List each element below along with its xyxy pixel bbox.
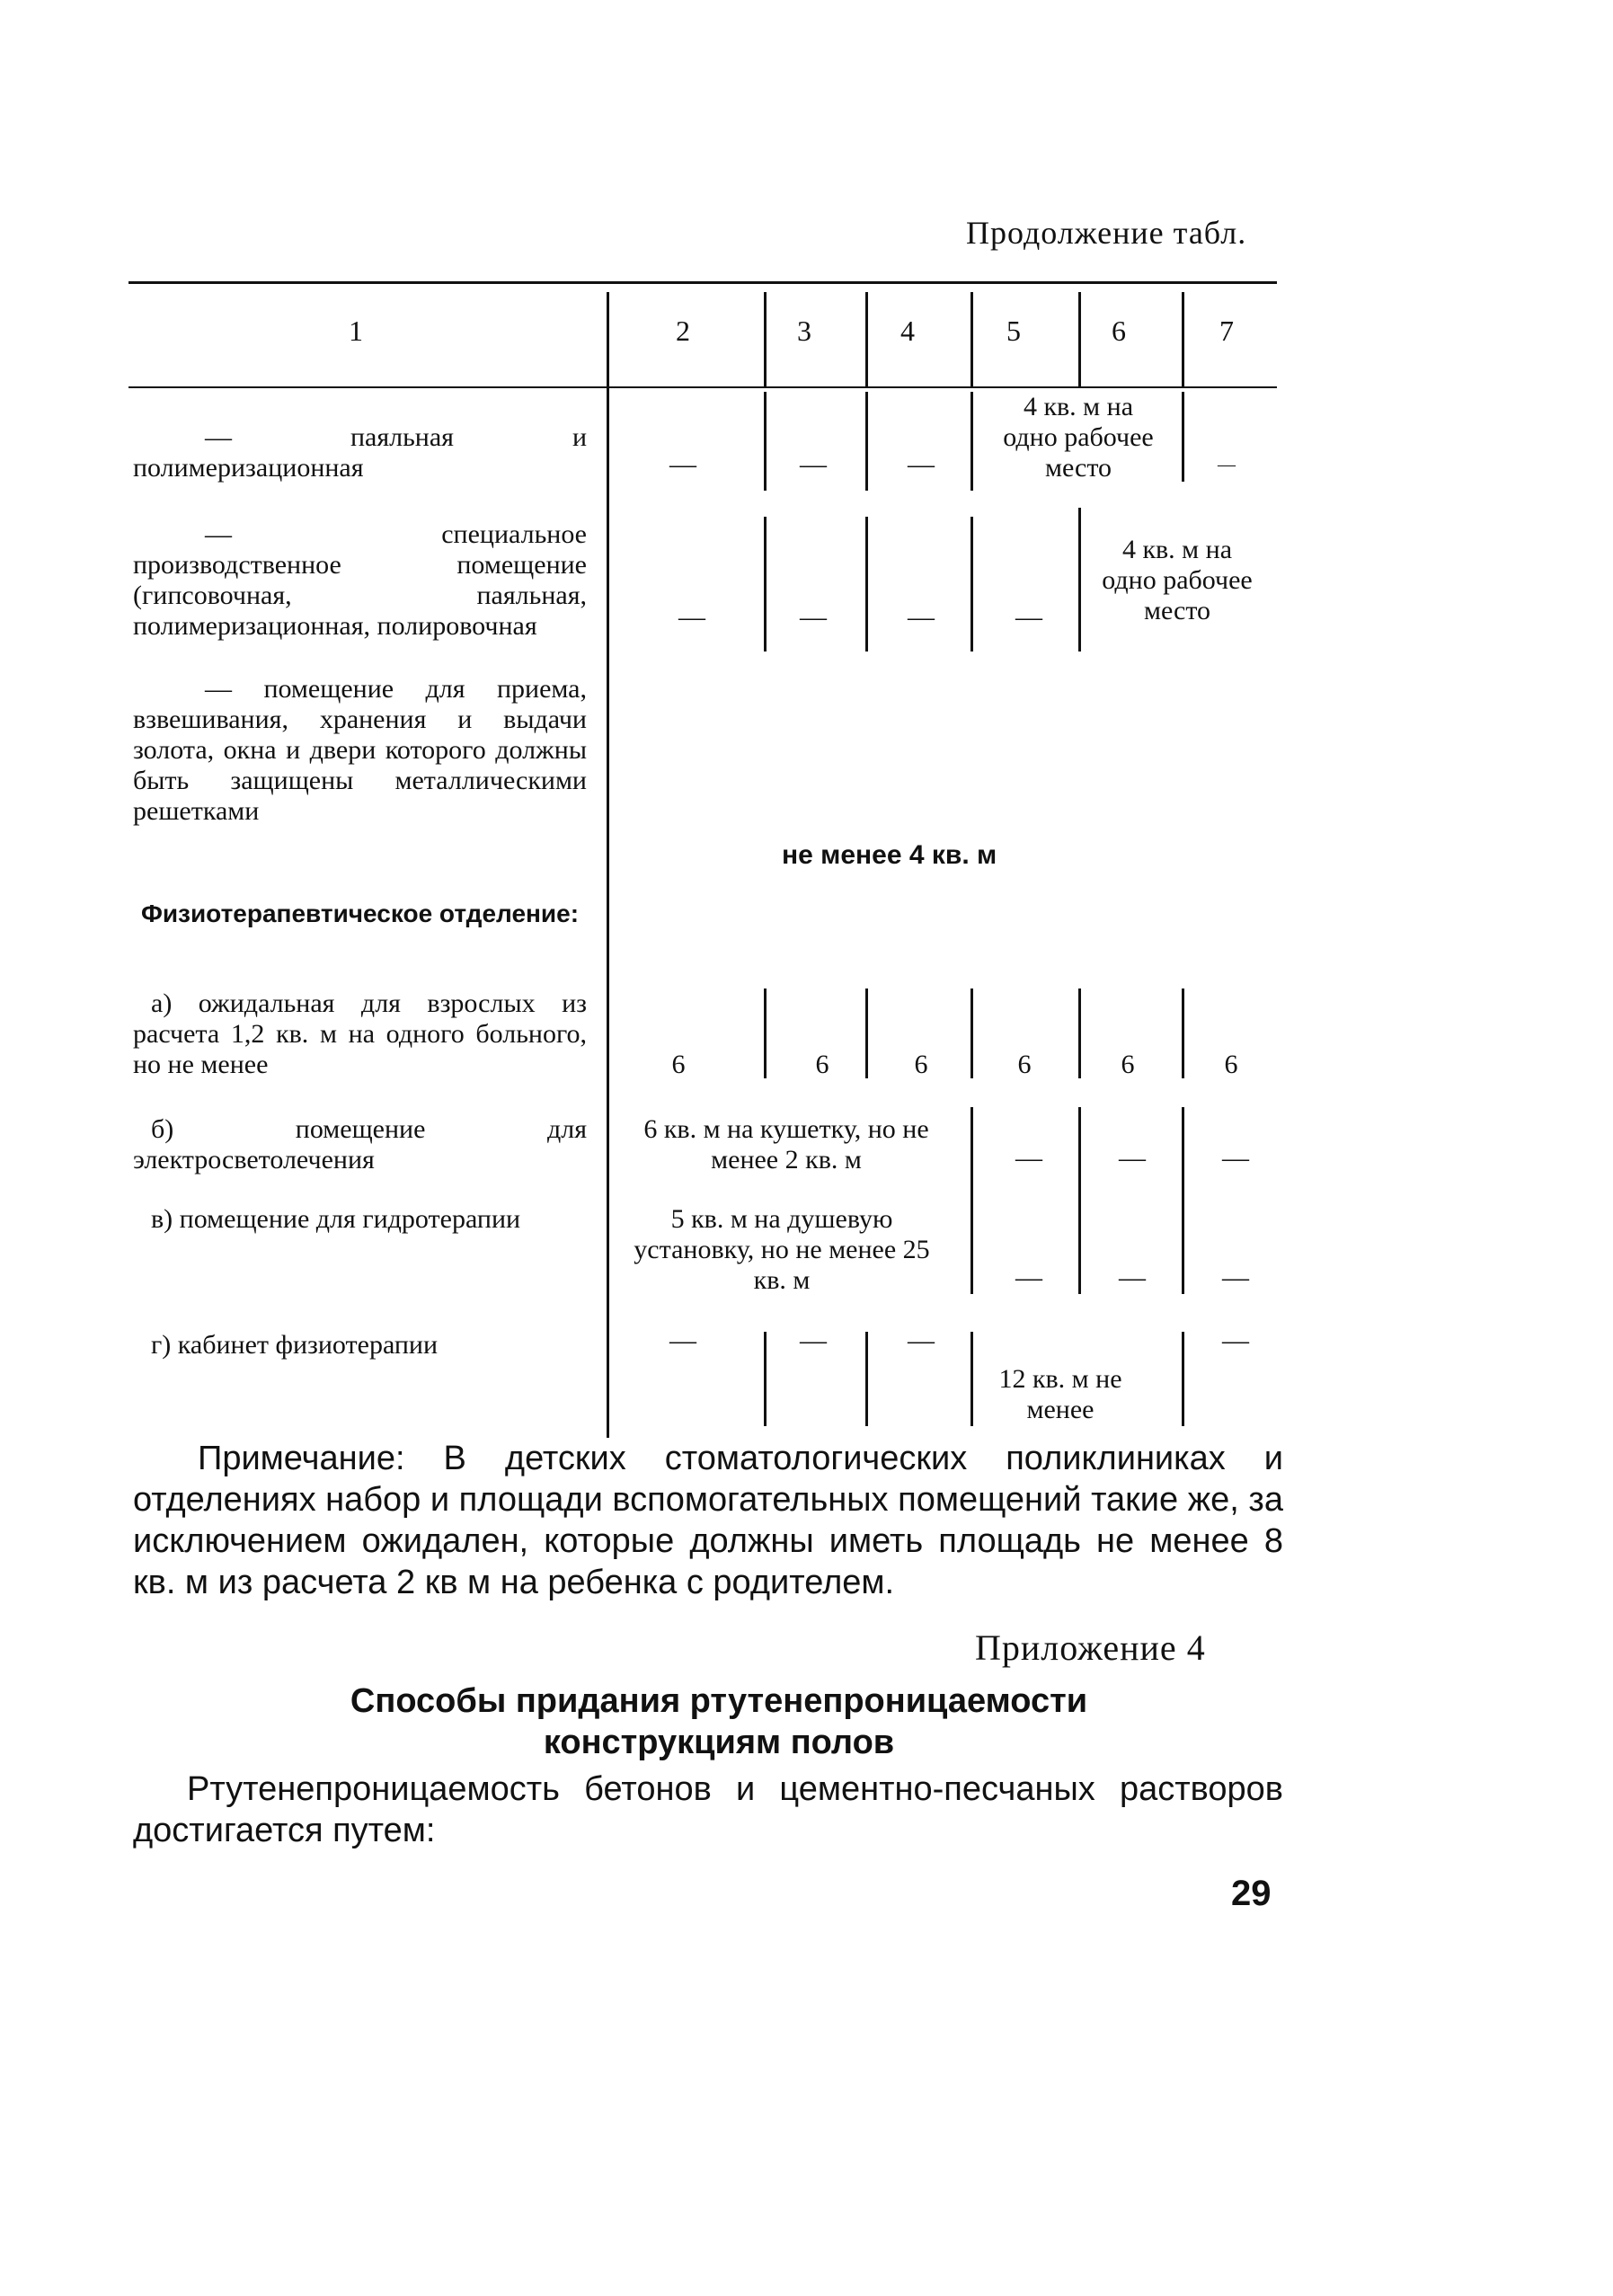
appendix-heading: Способы придания ртутенепроницаемости конструкциям полов <box>350 1682 1088 1761</box>
row-separator <box>970 392 973 491</box>
header-separator <box>970 292 973 386</box>
row-separator <box>764 1332 767 1426</box>
row-separator <box>1078 1107 1081 1294</box>
row-separator <box>1182 392 1184 482</box>
header-separator <box>865 292 868 386</box>
cell-r1-c4: — <box>908 449 935 479</box>
row-separator <box>1182 1332 1184 1426</box>
row-separator <box>764 517 767 652</box>
appendix-label: Приложение 4 <box>975 1627 1206 1668</box>
cell-r2-c5: — <box>1015 602 1042 632</box>
row-separator <box>764 988 767 1078</box>
header-separator <box>1182 292 1184 386</box>
cell-r2-c4: — <box>908 602 935 632</box>
row-separator <box>1078 508 1081 652</box>
cell-r4-c5: 6 <box>1017 1050 1032 1079</box>
cell-r2-c3: — <box>800 602 827 632</box>
label-column-separator <box>607 388 609 1438</box>
column-header-2: 2 <box>676 315 690 347</box>
column-header-3: 3 <box>797 315 811 347</box>
cell-r4-c3: 6 <box>815 1050 829 1079</box>
row-label-waiting-room: а) ожидальная для взрослых из расчета 1,2 кв. м на одного больного, но не менее <box>133 988 587 1079</box>
cell-r7-c7: — <box>1222 1325 1249 1355</box>
cell-r5-c24: 6 кв. м на кушетку, но не менее 2 кв. м <box>643 1114 929 1175</box>
row-separator <box>865 517 868 652</box>
cell-r2-c2: — <box>678 602 705 632</box>
header-separator <box>764 292 767 386</box>
cell-r7-c2: — <box>669 1325 696 1355</box>
table-note: Примечание: В детских стоматологических поликлиниках и отделениях набор и площади вспомогательных помещений такие же, за исключением ожидален, которые должны иметь площадь не менее 8 кв. м из расчета 2 кв м на ребенка с родителем. <box>133 1440 1283 1601</box>
body-paragraph: Ртутенепроницаемость бетонов и цементно-песчаных растворов достигается путем: <box>133 1770 1283 1849</box>
column-header-4: 4 <box>900 315 915 347</box>
cell-r4-c4: 6 <box>914 1050 928 1079</box>
cell-r4-c7: 6 <box>1224 1050 1238 1079</box>
cell-r5-c5: — <box>1015 1143 1042 1173</box>
row-separator <box>970 517 973 652</box>
column-header-6: 6 <box>1112 315 1126 347</box>
row-separator <box>764 392 767 491</box>
row-label-physio-cabinet: г) кабинет физиотерапии <box>151 1330 439 1360</box>
page-number: 29 <box>1231 1874 1272 1913</box>
section-heading-physiotherapy: Физиотерапевтическое отделение: <box>140 900 580 927</box>
column-header-7: 7 <box>1219 315 1234 347</box>
cell-r1-c5: 4 кв. м на одно рабочее место <box>1003 392 1154 483</box>
cell-r1-c3: — <box>800 449 827 479</box>
cell-r6-c5: — <box>1015 1263 1042 1292</box>
row-label-soldering: — паяльная и полимеризационная <box>133 422 587 483</box>
row-separator <box>970 1107 973 1294</box>
cell-r7-c3: — <box>800 1325 827 1355</box>
row-separator <box>970 988 973 1078</box>
cell-r2-c67: 4 кв. м на одно рабочее место <box>1102 535 1253 625</box>
row-separator <box>1078 988 1081 1078</box>
header-separator <box>607 292 609 386</box>
row-label-hydrotherapy: в) помещение для гидротерапии <box>151 1204 521 1234</box>
row-separator <box>970 1332 973 1426</box>
cell-r5-c6: — <box>1119 1143 1146 1173</box>
row-label-gold-room: — помещение для приема, взвешивания, хранения и выдачи золота, окна и двери которого должны быть защищены металлическими решетками <box>133 674 587 826</box>
table-top-rule <box>129 281 1277 284</box>
cell-r4-c6: 6 <box>1121 1050 1135 1079</box>
row-separator <box>1182 1107 1184 1294</box>
header-separator <box>1078 292 1081 386</box>
row-separator <box>865 988 868 1078</box>
column-header-1: 1 <box>349 315 363 347</box>
cell-r7-c56: 12 кв. м не менее <box>998 1364 1122 1424</box>
cell-r6-c7: — <box>1222 1263 1249 1292</box>
table-continuation-caption: Продолжение табл. <box>966 215 1247 251</box>
cell-r1-c7: — <box>1218 455 1236 474</box>
row-separator <box>865 392 868 491</box>
cell-r4-c2: 6 <box>671 1050 686 1079</box>
cell-r6-c24: 5 кв. м на душевую установку, но не менее 25 кв. м <box>634 1204 930 1295</box>
cell-r3-span: не менее 4 кв. м <box>782 840 997 870</box>
cell-r7-c4: — <box>908 1325 935 1355</box>
row-label-special-room: — специальное производственное помещение (гипсовочная, паяльная, полимеризационная, полировочная <box>133 519 587 641</box>
cell-r6-c6: — <box>1119 1263 1146 1292</box>
cell-r5-c7: — <box>1222 1143 1249 1173</box>
row-label-electrolight: б) помещение для электросветолечения <box>133 1114 587 1175</box>
column-header-5: 5 <box>1006 315 1021 347</box>
row-separator <box>1182 988 1184 1078</box>
table-header-rule <box>129 386 1277 388</box>
row-separator <box>865 1332 868 1426</box>
cell-r1-c2: — <box>669 449 696 479</box>
